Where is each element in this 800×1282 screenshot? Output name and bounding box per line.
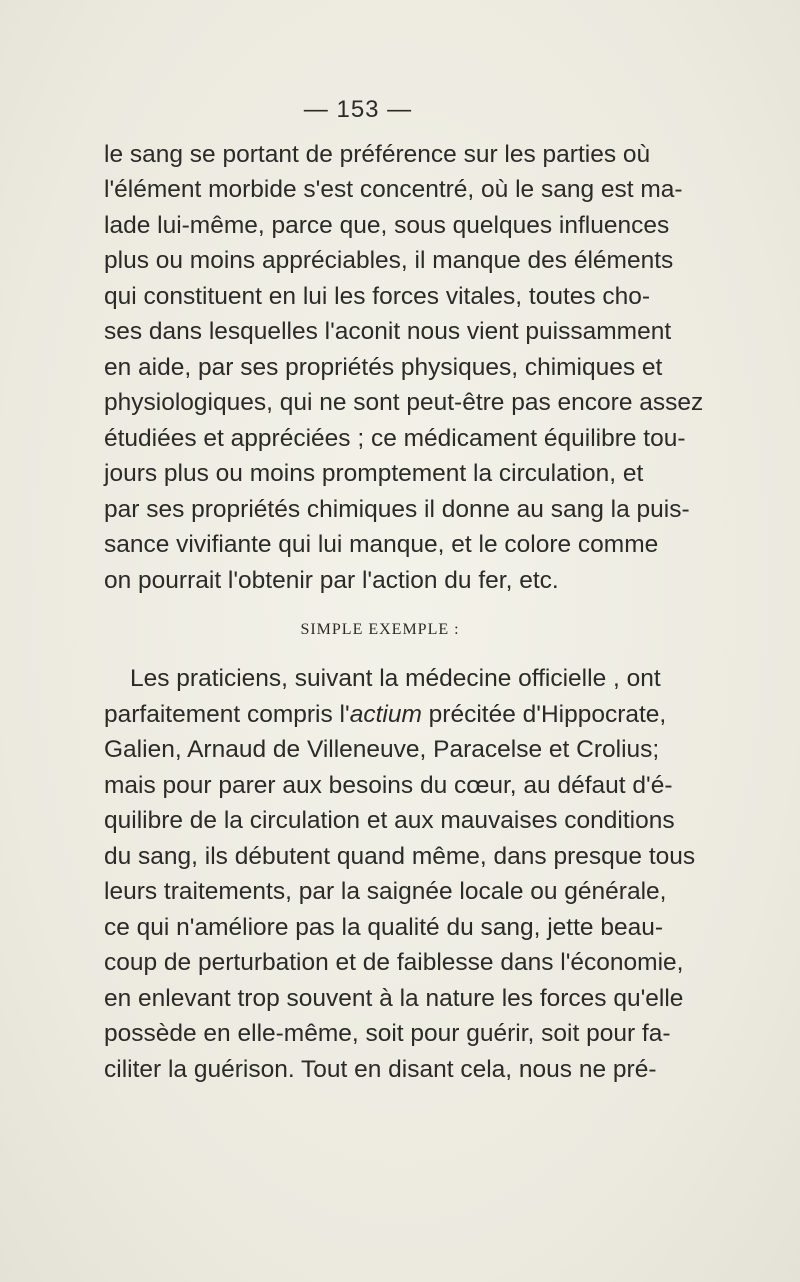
text-line: ciliter la guérison. Tout en disant cela, nous ne pré- [104, 1056, 657, 1083]
text-fragment: parfaitement compris l' [104, 701, 350, 728]
text-line: étudiées et appréciées ; ce médicament équilibre tou- [104, 425, 686, 452]
section-heading: SIMPLE EXEMPLE : [300, 621, 460, 638]
italic-word: actium [349, 701, 422, 728]
text-line: quilibre de la circulation et aux mauvaises conditions [104, 807, 675, 834]
text-line: le sang se portant de préférence sur les parties où [104, 141, 651, 168]
text-line: lade lui-même, parce que, sous quelques influences [104, 212, 670, 239]
text-line: physiologiques, qui ne sont peut-être pas encore assez [104, 389, 704, 416]
text-line: Galien, Arnaud de Villeneuve, Paracelse et Crolius; [104, 736, 660, 763]
text-line: en enlevant trop souvent à la nature les forces qu'elle [104, 985, 684, 1012]
text-line: qui constituent en lui les forces vitales, toutes cho- [104, 283, 651, 310]
page-number: — 153 — [303, 96, 413, 123]
text-fragment: précitée d'Hippocrate, [421, 701, 667, 728]
text-line: plus ou moins appréciables, il manque des éléments [104, 247, 674, 274]
text-line: coup de perturbation et de faiblesse dans l'économie, [104, 949, 684, 976]
text-line: on pourrait l'obtenir par l'action du fer, etc. [104, 567, 559, 594]
text-line: leurs traitements, par la saignée locale ou générale, [104, 878, 667, 905]
text-line: ses dans lesquelles l'aconit nous vient puissamment [104, 318, 672, 345]
text-line-with-italic [104, 700, 667, 730]
text-line: Les praticiens, suivant la médecine officielle , ont [130, 665, 661, 692]
text-line: jours plus ou moins promptement la circulation, et [104, 460, 644, 487]
text-line: possède en elle-même, soit pour guérir, soit pour fa- [104, 1020, 671, 1047]
text-line: ce qui n'améliore pas la qualité du sang, jette beau- [104, 914, 664, 941]
text-line: en aide, par ses propriétés physiques, chimiques et [104, 354, 663, 381]
text-line: l'élément morbide s'est concentré, où le sang est ma- [104, 176, 683, 203]
text-line: du sang, ils débutent quand même, dans presque tous [104, 843, 696, 870]
text-line: sance vivifiante qui lui manque, et le colore comme [104, 531, 659, 558]
text-line: mais pour parer aux besoins du cœur, au défaut d'é- [104, 772, 673, 799]
text-line: par ses propriétés chimiques il donne au sang la puis- [104, 496, 690, 523]
